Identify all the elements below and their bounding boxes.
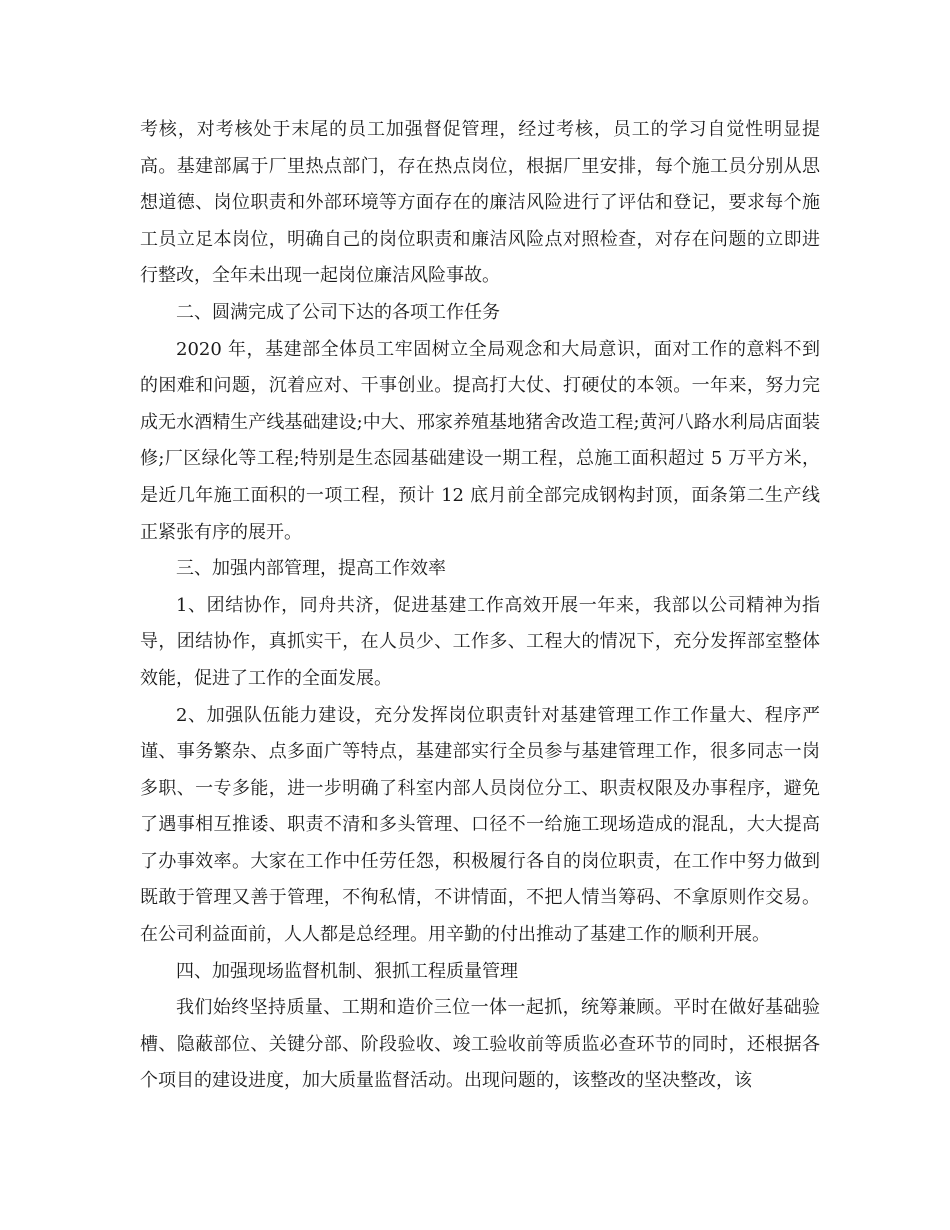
body-paragraph: 1、团结协作，同舟共济，促进基建工作高效开展一年来，我部以公司精神为指导，团结协作，真抓实干，在人员少、工作多、工程大的情况下，充分发挥部室整体效能，促进了工作的全面发展。 [140,594,820,689]
body-paragraph: 2、加强队伍能力建设，充分发挥岗位职责针对基建管理工作工作量大、程序严谨、事务繁杂、点多面广等特点，基建部实行全员参与基建管理工作，很多同志一岗多职、一专多能，进一步明确了科室内部人员岗位分工、职责权限及办事程序，避免了遇事相互推诿、职责不清和多头管理、口径不一给施工现场造成的混乱，大大提高了办事效率。大家在工作中任劳任怨，积极履行各自的岗位职责，在工作中努力做到既敢于管理又善于管理，不徇私情，不讲情面，不把人情当筹码、不拿原则作交易。在公司利益面前，人人都是总经理。用辛勤的付出推动了基建工作的顺利开展。 [140,704,820,946]
continuation-paragraph: 考核，对考核处于末尾的员工加强督促管理，经过考核，员工的学习自觉性明显提高。基建部属于厂里热点部门，存在热点岗位，根据厂里安排，每个施工员分别从思想道德、岗位职责和外部环境等方面存在的廉洁风险进行了评估和登记，要求每个施工员立足本岗位，明确自己的岗位职责和廉洁风险点对照检查，对存在问题的立即进行整改，全年未出现一起岗位廉洁风险事故。 [140,119,820,287]
section-heading-2: 二、圆满完成了公司下达的各项工作任务 [176,301,500,323]
body-paragraph: 我们始终坚持质量、工期和造价三位一体一起抓，统筹兼顾。平时在做好基础验槽、隐蔽部位、关键分部、阶段验收、竣工验收前等质监必查环节的同时，还根据各个项目的建设进度，加大质量监督活动。出现问题的，该整改的坚决整改，该 [140,997,820,1092]
section-heading-4: 四、加强现场监督机制、狠抓工程质量管理 [176,960,518,982]
section-heading-3: 三、加强内部管理，提高工作效率 [176,558,446,580]
body-paragraph: 2020 年，基建部全体员工牢固树立全局观念和大局意识，面对工作的意料不到的困难和问题，沉着应对、干事创业。提高打大仗、打硬仗的本领。一年来，努力完成无水酒精生产线基础建设;中大、邢家养殖基地猪舍改造工程;黄河八路水利局店面装修;厂区绿化等工程;特别是生态园基础建设一期工程，总施工面积超过 5 万平方米，是近几年施工面积的一项工程，预计 12 底月前全部完成钢构封顶，面条第二生产线正紧张有序的展开。 [140,338,820,543]
document-page [140,112,820,1100]
